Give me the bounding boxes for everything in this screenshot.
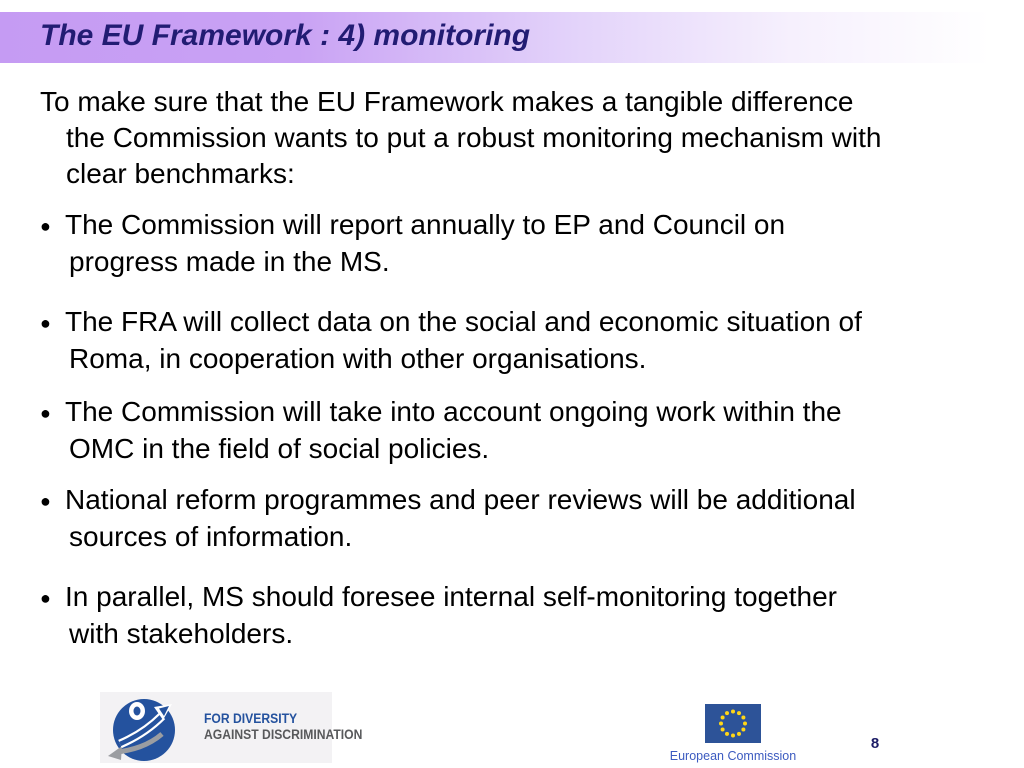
bullet-icon: ● [40,403,51,423]
title-bar [0,12,990,63]
intro-line: the Commission wants to put a robust monitoring mechanism with [66,122,882,153]
bullet-text: The Commission will take into account ongoing work within the [65,396,842,427]
bullet-text: Roma, in cooperation with other organisations. [69,343,647,374]
bullet-icon: ● [40,491,51,511]
intro-line: To make sure that the EU Framework makes a tangible difference [40,86,854,117]
eu-caption: European Commission [669,749,797,763]
person-arrows-icon [104,694,192,762]
intro-line: clear benchmarks: [66,158,295,189]
bullet-text: with stakeholders. [69,618,294,649]
bullet-text: progress made in the MS. [69,246,390,277]
bullet-text: The Commission will report annually to EP and Council on [65,209,786,240]
bullet-text: sources of information. [69,521,353,552]
diversity-line2: AGAINST DISCRIMINATION [204,727,363,742]
bullet-text: The FRA will collect data on the social and economic situation of [65,306,862,337]
bullet-icon: ● [40,313,51,333]
diversity-logo [100,692,363,763]
page-title: The EU Framework : 4) monitoring [40,19,531,52]
bullet-item [40,394,980,467]
bullet-item [40,579,980,652]
bullet-text: In parallel, MS should foresee internal self-monitoring together [65,581,837,612]
intro-paragraph [40,84,980,192]
page-number: 8 [870,735,880,752]
bullet-text: OMC in the field of social policies. [69,433,490,464]
bullet-item [40,304,980,377]
bullet-item [40,482,980,555]
diversity-logo-text [204,711,362,743]
bullet-icon: ● [40,216,51,236]
bullet-icon: ● [40,588,51,608]
bullet-item [40,207,980,280]
eu-flag-icon [705,704,761,743]
bullet-text: National reform programmes and peer reviews will be additional [65,484,856,515]
diversity-line1: FOR DIVERSITY [204,711,298,726]
